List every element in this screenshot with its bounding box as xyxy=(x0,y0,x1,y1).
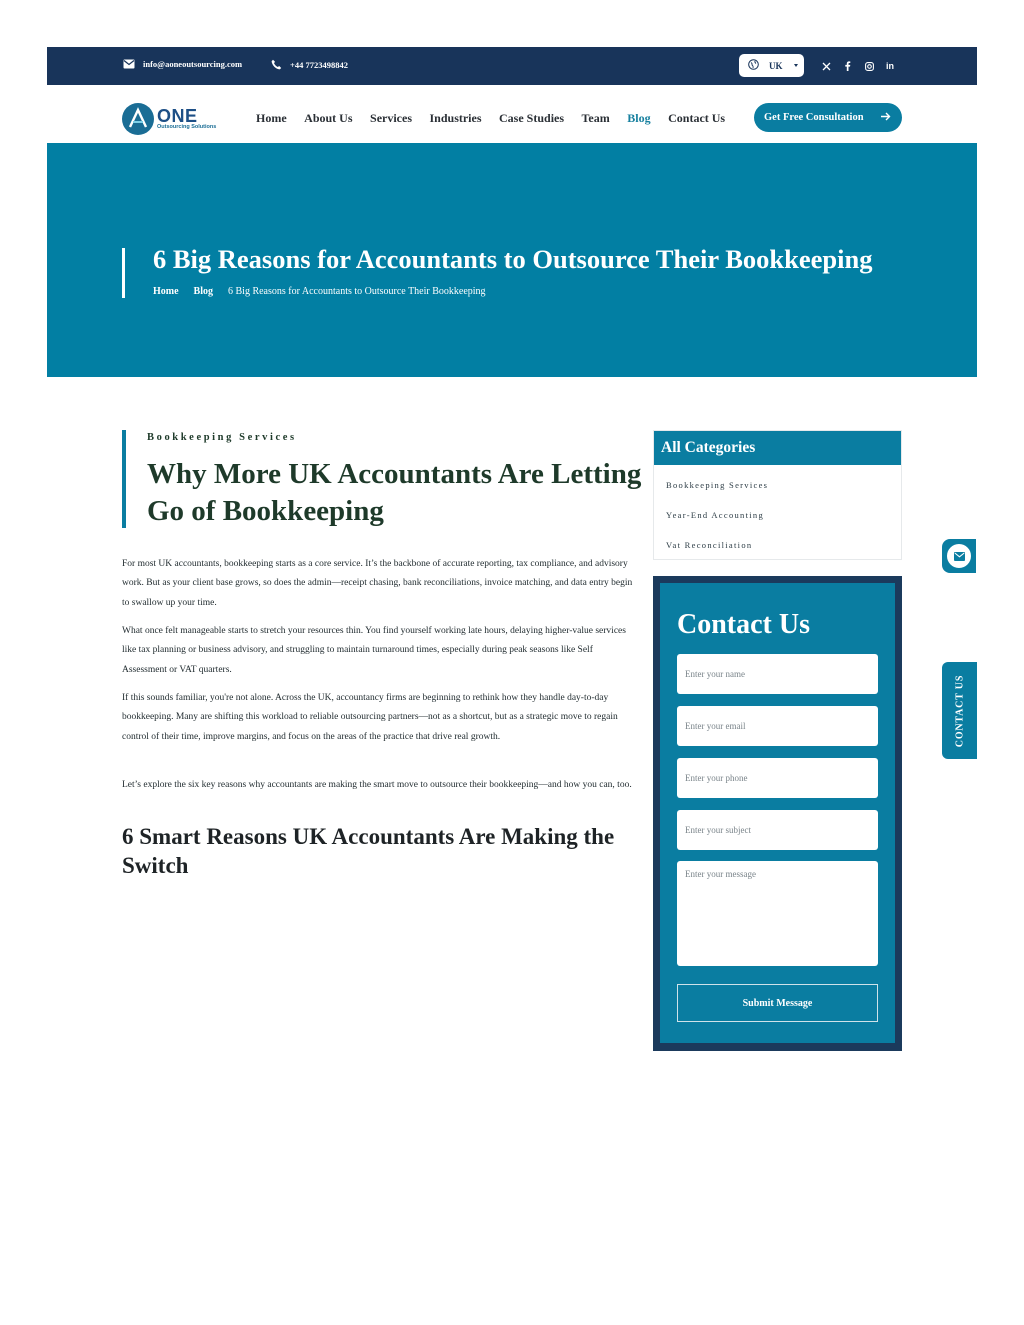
logo-name: ONE xyxy=(157,106,198,127)
article-category[interactable]: Bookkeeping Services xyxy=(147,432,297,443)
top-bar xyxy=(47,47,977,85)
article-paragraph: For most UK accountants, bookkeeping starts as a core service. It’s the backbone of accurate reporting, tax compliance, and advisory work. But as your client base grows, so does the admin—receipt chasing, bank reconciliations, invoice matching, and data entry begin to swallow up your time. xyxy=(122,559,633,608)
breadcrumb-current: 6 Big Reasons for Accountants to Outsource Their Bookkeeping xyxy=(228,286,486,297)
linkedin-icon[interactable]: in xyxy=(886,61,894,71)
nav-about-us[interactable]: About Us xyxy=(304,111,353,125)
x-icon[interactable] xyxy=(820,60,832,72)
email-field[interactable]: Enter your email xyxy=(677,706,878,746)
category-link[interactable]: Vat Reconciliation xyxy=(666,540,753,550)
categories-title: All Categories xyxy=(654,431,901,465)
language-selector[interactable] xyxy=(739,54,804,77)
site-logo[interactable] xyxy=(122,102,237,136)
page-title: 6 Big Reasons for Accountants to Outsource Their Bookkeeping xyxy=(153,244,873,274)
contact-tab-label: CONTACT US xyxy=(954,674,965,747)
nav-team[interactable]: Team xyxy=(581,111,610,125)
phone-icon xyxy=(271,59,282,70)
nav-case-studies[interactable]: Case Studies xyxy=(499,111,565,125)
main-navbar xyxy=(47,85,977,143)
article-subheading: 6 Smart Reasons UK Accountants Are Making the Switch xyxy=(122,824,615,878)
nav-menu xyxy=(256,111,743,126)
contact-form xyxy=(660,583,895,1043)
facebook-icon[interactable] xyxy=(841,60,853,72)
language-code: UK xyxy=(769,60,783,71)
logo-mark-icon xyxy=(122,103,154,135)
nav-services[interactable]: Services xyxy=(370,111,412,125)
contact-form-title: Contact Us xyxy=(677,609,810,640)
globe-icon xyxy=(748,59,759,72)
message-field[interactable]: Enter your message xyxy=(677,861,878,966)
phone-link[interactable] xyxy=(271,59,348,70)
article-paragraph: Let’s explore the six key reasons why accountants are making the smart move to outsource their bookkeeping—and how you can, too. xyxy=(122,780,632,790)
article-title: Why More UK Accountants Are Letting Go of Bookkeeping xyxy=(147,458,642,527)
nav-industries[interactable]: Industries xyxy=(429,111,482,125)
floating-contact-tab[interactable] xyxy=(942,662,977,759)
name-field[interactable]: Enter your name xyxy=(677,654,878,694)
breadcrumb-blog[interactable]: Blog xyxy=(193,286,213,297)
cta-label: Get Free Consultation xyxy=(764,112,864,123)
nav-home[interactable]: Home xyxy=(256,111,287,125)
category-link[interactable]: Bookkeeping Services xyxy=(666,480,769,490)
categories-widget xyxy=(653,430,902,560)
mail-icon xyxy=(945,542,973,570)
article-paragraph: If this sounds familiar, you're not alone. Across the UK, accountancy firms are beginning to rethink how they handle day-to-day bookkeeping. Many are shifting this workload to reliable outsourcing partners—not as a shortcut, but as a strategic move to regain control of their time, improve margins, and focus on the areas of the practice that drive real growth. xyxy=(122,693,618,742)
instagram-icon[interactable] xyxy=(863,60,875,72)
breadcrumb xyxy=(153,286,486,297)
category-link[interactable]: Year-End Accounting xyxy=(666,510,765,520)
page-hero xyxy=(47,143,977,377)
article-accent-bar xyxy=(122,430,126,528)
get-free-consultation-button[interactable] xyxy=(754,103,902,132)
email-link[interactable] xyxy=(123,59,242,69)
chevron-down-icon xyxy=(794,64,798,67)
contact-form-widget xyxy=(653,576,902,1051)
breadcrumb-home[interactable]: Home xyxy=(153,286,179,297)
logo-tagline: Outsourcing Solutions xyxy=(157,124,217,131)
hero-accent-bar xyxy=(122,248,125,298)
submit-message-button[interactable]: Submit Message xyxy=(677,984,878,1022)
phone-field[interactable]: Enter your phone xyxy=(677,758,878,798)
nav-blog[interactable]: Blog xyxy=(627,111,651,125)
mail-icon xyxy=(123,59,135,69)
phone-text: +44 7723498842 xyxy=(290,59,348,70)
subject-field[interactable]: Enter your subject xyxy=(677,810,878,850)
email-text: info@aoneoutsourcing.com xyxy=(143,59,243,69)
nav-contact-us[interactable]: Contact Us xyxy=(668,111,726,125)
article-paragraph: What once felt manageable starts to stretch your resources thin. You find yourself working late hours, delaying higher-value services like tax planning or business advisory, and struggling to maintain turnaround times, especially during peak seasons like Self Assessment or VAT quarters. xyxy=(122,626,626,675)
floating-mail-button[interactable] xyxy=(942,539,976,573)
arrow-right-icon xyxy=(880,111,891,125)
